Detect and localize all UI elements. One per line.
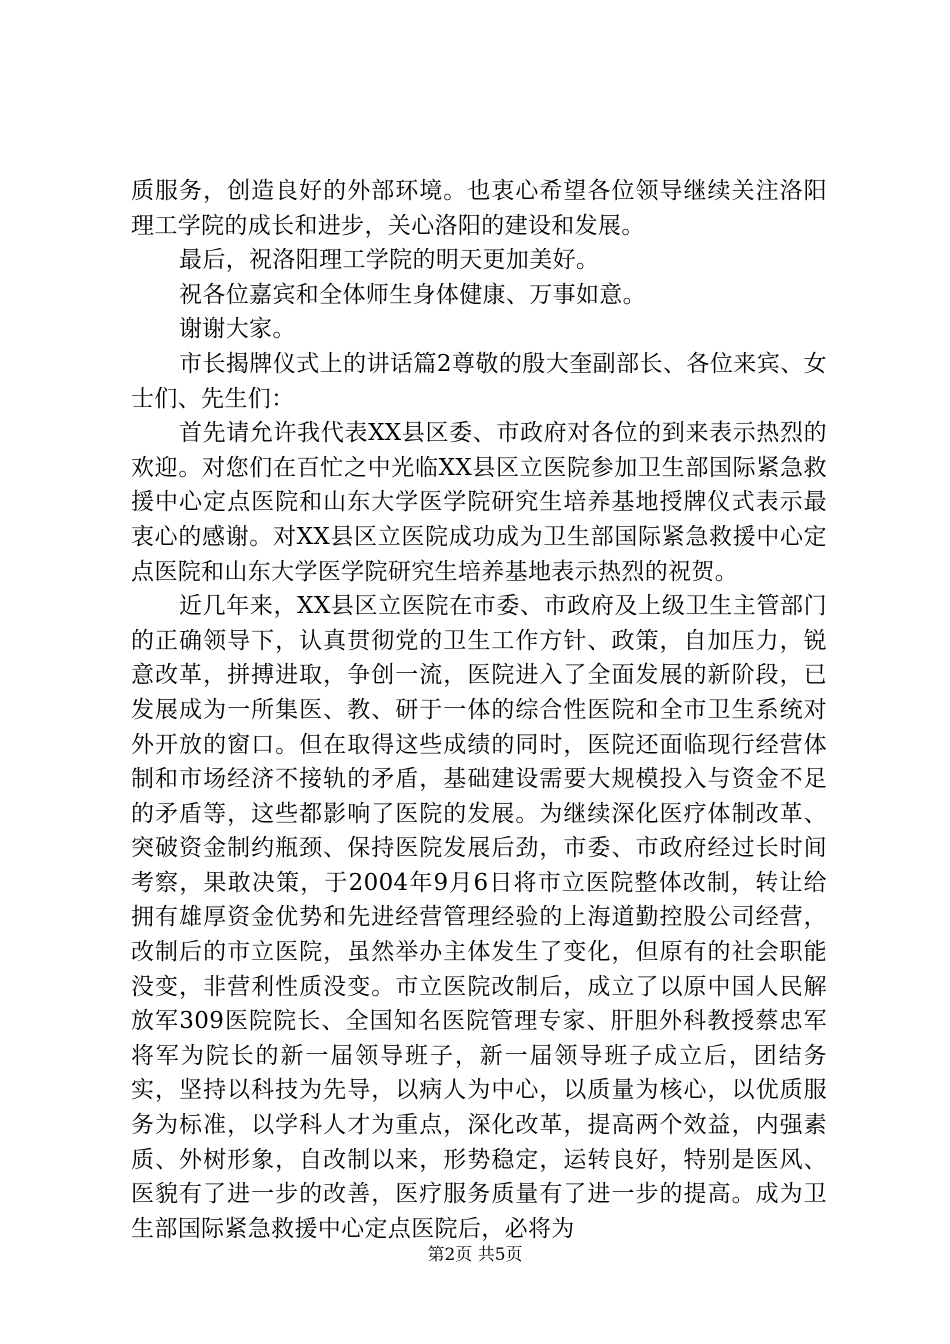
page-number-footer: 第2页 共5页 [427, 1245, 523, 1265]
paragraph-5: 市长揭牌仪式上的讲话篇2尊敬的殷大奎副部长、各位来宾、女士们、先生们： [131, 350, 827, 412]
paragraph-6: 首先请允许我代表XX县区委、市政府对各位的到来表示热烈的欢迎。对您们在百忙之中光临XX县区立医院参加卫生部国际紧急救援中心定点医院和山东大学医学院研究生培养基地授牌仪式表示最衷心的感谢。对XX县区立医院成功成为卫生部国际紧急救援中心定点医院和山东大学医学院研究生培养基地表示热烈的祝贺。 [131, 420, 827, 585]
document-body [131, 174, 827, 1246]
paragraph-4: 谢谢大家。 [179, 316, 296, 343]
paragraph-7: 近几年来，XX县区立医院在市委、市政府及上级卫生主管部门的正确领导下，认真贯彻党的卫生工作方针、政策，自加压力，锐意改革，拼搏进取，争创一流，医院进入了全面发展的新阶段，已发展成为一所集医、教、研于一体的综合性医院和全市卫生系统对外开放的窗口。但在取得这些成绩的同时，医院还面临现行经营体制和市场经济不接轨的矛盾，基础建设需要大规模投入与资金不足的矛盾等，这些都影响了医院的发展。为继续深化医疗体制改革、突破资金制约瓶颈、保持医院发展后劲，市委、市政府经过长时间考察，果敢决策，于2004年9月6日将市立医院整体改制，转让给拥有雄厚资金优势和先进经营管理经验的上海道勤控股公司经营，改制后的市立医院，虽然举办主体发生了变化，但原有的社会职能没变，非营利性质没变。市立医院改制后，成立了以原中国人民解放军309医院院长、全国知名医院管理专家、肝胆外科教授蔡忠军将军为院长的新一届领导班子，新一届领导班子成立后，团结务实，坚持以科技为先导，以病人为中心，以质量为核心，以优质服务为标准，以学科人才为重点，深化改革，提高两个效益，内强素质、外树形象，自改制以来，形势稳定，运转良好，特别是医风、医貌有了进一步的改善，医疗服务质量有了进一步的提高。成为卫生部国际紧急救援中心定点医院后，必将为 [131, 593, 827, 1242]
paragraph-2: 最后，祝洛阳理工学院的明天更加美好。 [179, 247, 600, 274]
paragraph-3: 祝各位嘉宾和全体师生身体健康、万事如意。 [179, 281, 646, 308]
paragraph-1: 质服务，创造良好的外部环境。也衷心希望各位领导继续关注洛阳理工学院的成长和进步，关心洛阳的建设和发展。 [131, 178, 827, 239]
